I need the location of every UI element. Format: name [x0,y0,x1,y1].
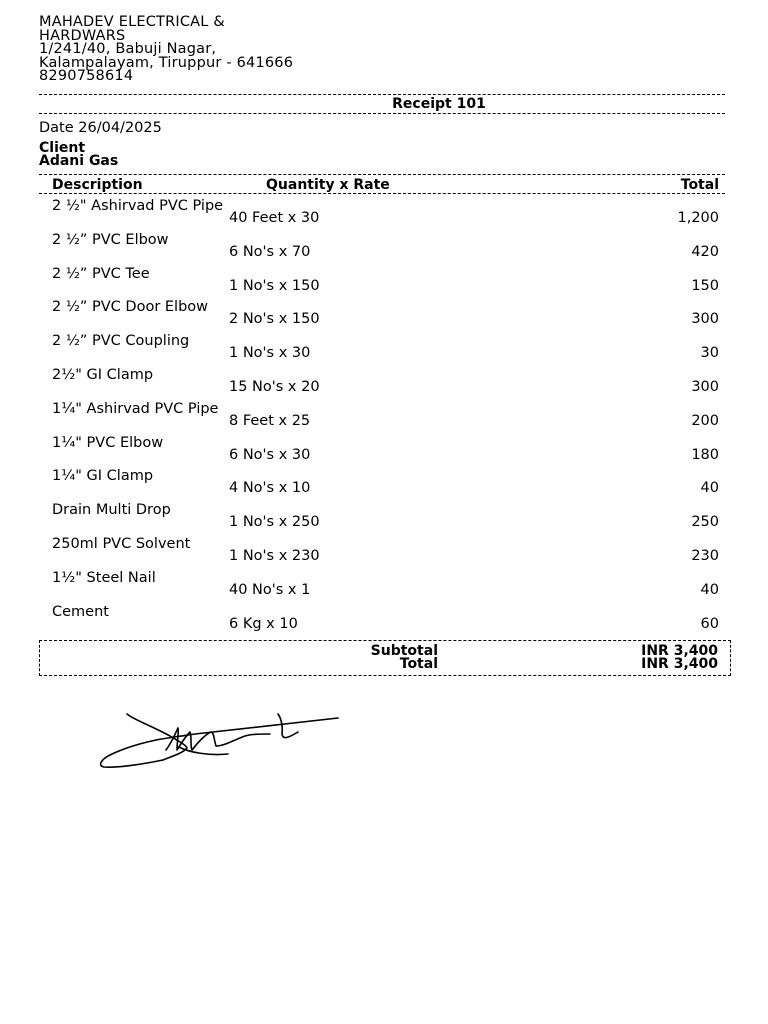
divider [39,193,725,194]
item-description: 2 ½" Ashirvad PVC Pipe [52,198,224,214]
list-item [39,266,719,300]
header-total: Total [680,177,719,193]
list-item [39,435,719,469]
item-total: 300 [691,311,719,328]
item-total: 420 [691,243,719,260]
item-qty-rate: 15 No's x 20 [229,378,320,395]
item-qty-rate: 6 No's x 70 [229,243,311,260]
divider [39,113,725,114]
client-name: Adani Gas [39,153,119,169]
item-total: 30 [700,345,719,362]
item-description: Cement [52,603,109,620]
divider [39,174,725,175]
total-value: INR 3,400 [641,656,718,672]
subtotal-row [40,644,730,658]
shop-header [39,16,729,84]
item-description: 1¼" GI Clamp [52,468,154,485]
shop-name-line1: MAHADEV ELECTRICAL & [39,14,225,30]
item-total: 200 [691,412,719,429]
shop-address-line1: 1/241/40, Babuji Nagar, [39,41,217,58]
item-qty-rate: 6 Kg x 10 [229,615,298,632]
header-quantity-rate: Quantity x Rate [266,177,390,193]
item-qty-rate: 1 No's x 250 [229,514,320,531]
item-qty-rate: 4 No's x 10 [229,480,311,497]
item-total: 180 [691,446,719,463]
receipt-title: Receipt 101 [392,96,486,112]
total-row [40,657,730,671]
item-list [39,198,719,637]
item-description: 2 ½” PVC Door Elbow [52,299,209,316]
item-qty-rate: 1 No's x 230 [229,547,320,564]
list-item [39,367,719,401]
item-description: 1¼" PVC Elbow [52,434,164,451]
item-qty-rate: 1 No's x 150 [229,277,320,294]
totals-box [39,640,731,676]
item-total: 150 [691,277,719,294]
item-total: 40 [700,581,719,598]
item-description: 2 ½” PVC Elbow [52,231,169,248]
list-item [39,502,719,536]
list-item [39,536,719,570]
item-qty-rate: 6 No's x 30 [229,446,311,463]
list-item [39,468,719,502]
receipt [39,14,729,672]
subtotal-value: INR 3,400 [641,643,718,659]
item-qty-rate: 1 No's x 30 [229,345,311,362]
list-item [39,299,719,333]
item-total: 60 [700,615,719,632]
list-item [39,604,719,638]
shop-name-line2: HARDWARS [39,27,126,44]
divider [39,94,725,95]
table-header [39,177,719,193]
item-description: 2 ½” PVC Tee [52,265,150,282]
item-qty-rate: 40 No's x 1 [229,581,311,598]
client-label: Client [39,140,86,156]
receipt-date: Date 26/04/2025 [39,120,162,136]
item-description: 250ml PVC Solvent [52,535,191,552]
subtotal-label: Subtotal [370,643,438,659]
header-description: Description [52,177,143,193]
item-qty-rate: 2 No's x 150 [229,311,320,328]
list-item [39,333,719,367]
item-qty-rate: 8 Feet x 25 [229,412,311,429]
shop-phone: 8290758614 [39,68,134,85]
list-item [39,401,719,435]
item-total: 230 [691,547,719,564]
item-description: 1½" Steel Nail [52,569,156,586]
item-total: 1,200 [677,210,719,226]
shop-address-line2: Kalampalayam, Tiruppur - 641666 [39,54,294,71]
item-total: 300 [691,378,719,395]
list-item [39,570,719,604]
item-total: 40 [700,480,719,497]
list-item [39,232,719,266]
item-qty-rate: 40 Feet x 30 [229,210,320,226]
list-item [39,198,719,232]
item-description: 2 ½” PVC Coupling [52,333,190,350]
item-description: 1¼" Ashirvad PVC Pipe [52,400,219,417]
item-description: 2½" GI Clamp [52,366,154,383]
total-label: Total [399,656,438,672]
signature [98,712,343,770]
item-total: 250 [691,514,719,531]
item-description: Drain Multi Drop [52,502,171,519]
